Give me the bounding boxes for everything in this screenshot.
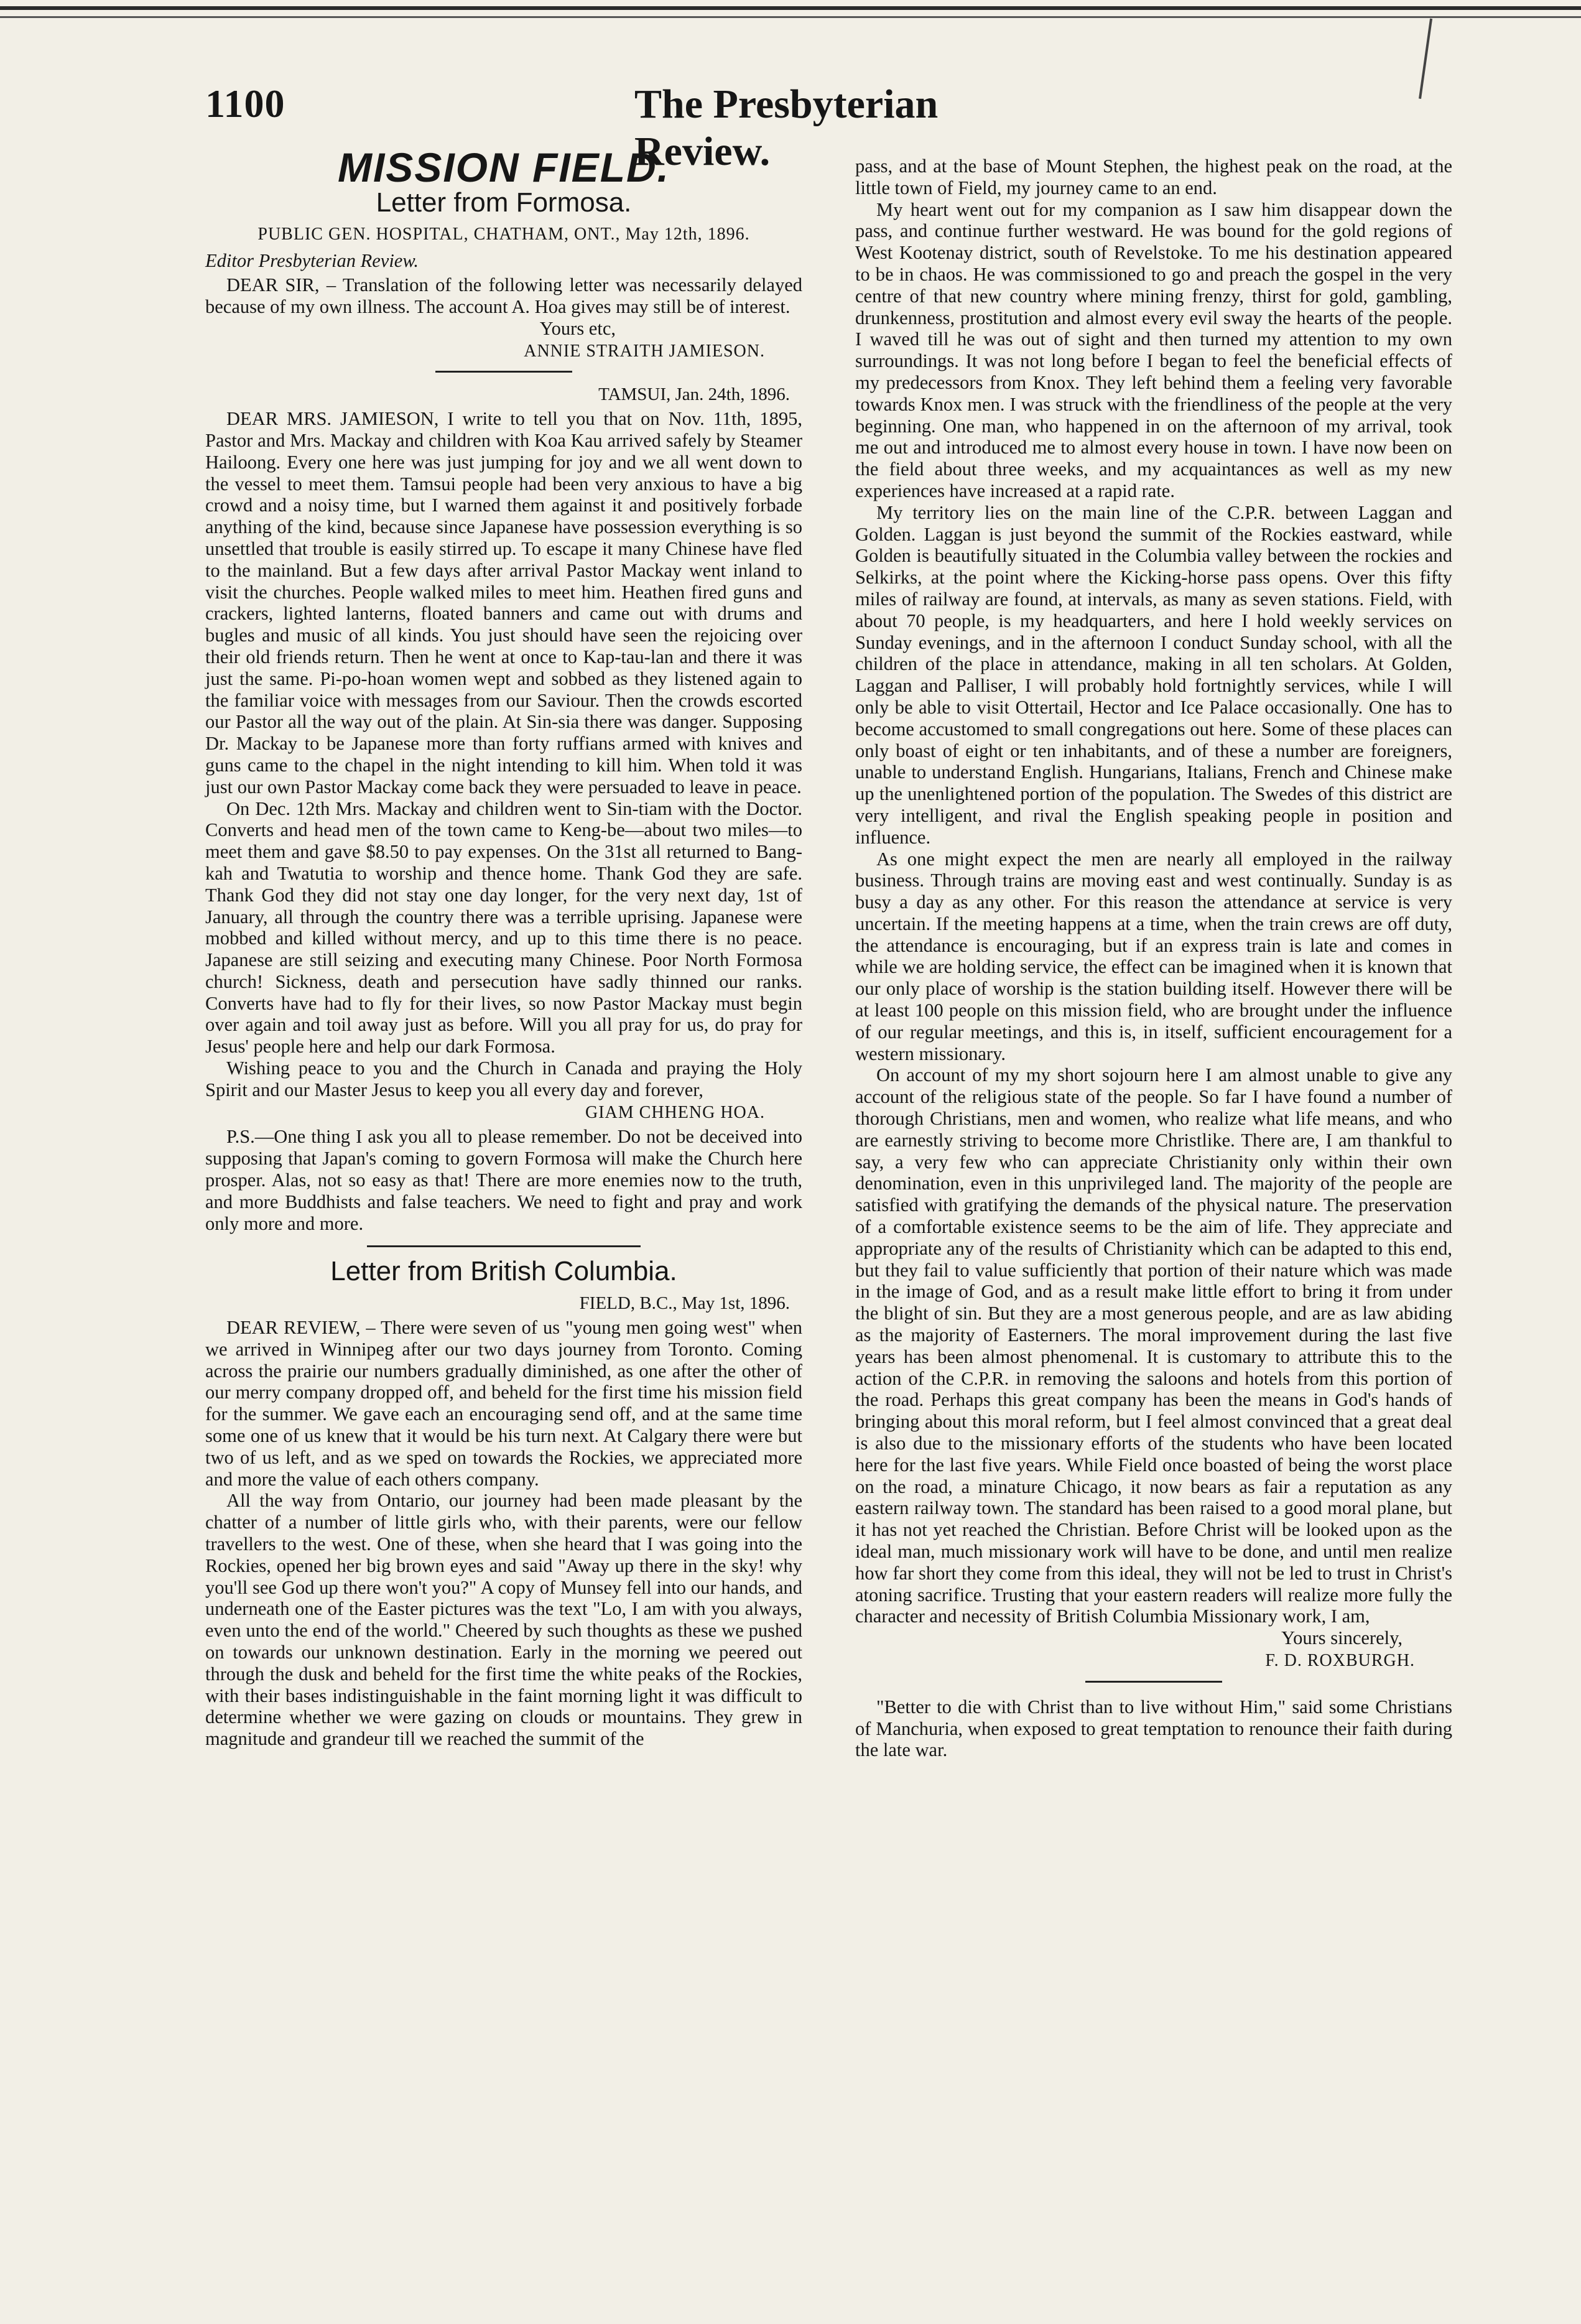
page-number: 1100 [205,81,285,126]
intro-signature: ANNIE STRAITH JAMIESON. [524,341,765,361]
paragraph: DEAR MRS. JAMIESON, I write to tell you that on Nov. 11th, 1895, Pastor and Mrs. Mackay and children with Koa Kau arrived safely by Steamer Hailoong. Every one here was just jumping for joy and we all went down to the vessel to meet them. Tamsui people had been very anxious to have a big crowd and a noisy time, but I warned them against it and positively forbade anything of the kind, because since Japanese have possession everything is so unsettled that trouble is easily stirred up. To escape it many Chinese have fled to the mainland. But a few days after arrival Pastor Mackay went inland to visit the churches. People walked miles to meet him. Heathen fired guns and crackers, lighted lanterns, floated banners and came out with drums and bugles and music of all kinds. You just should have seen the rejoicing over their old friends return. Then he went at once to Kap-tau-lan and there it was just the same. Pi-po-hoan women wept and sobbed as they listened again to the familiar voice with messages from our Saviour. Then the crowds escorted our Pastor all the way out of the plain. At Sin-sia there was danger. Supposing Dr. Mackay to be Japanese more than forty ruffians armed with knives and guns came to the chapel in the night intending to kill him. When told it was just our own Pastor Mackay come back they were persuaded to leave in peace. [205,408,802,797]
dateline-field: FIELD, B.C., May 1st, 1896. [579,1293,790,1314]
signature-hoa: GIAM CHHENG HOA. [585,1102,765,1122]
signature-roxburgh: F. D. ROXBURGH. [1265,1650,1415,1670]
article-title-formosa: Letter from Formosa. [376,187,632,218]
running-title: The Presbyterian Review. [634,81,939,174]
divider [367,1245,641,1247]
paragraph: pass, and at the base of Mount Stephen, the highest peak on the road, at the little town of Field, my journey came to an end. [855,156,1452,198]
right-column [855,156,1452,1761]
paragraph: My territory lies on the main line of the C.P.R. between Laggan and Golden. Laggan is just beyond the summit of the Rockies eastward, while Golden is beautifully situated in the Columbia valley between the rockies and Selkirks, at the point where the Kicking-horse pass opens. Over this fifty miles of railway are found, at intervals, as many as seven stations. Field, with about 70 people, is my headquarters, and here I hold weekly services on Sunday evenings, and in the afternoon I conduct Sunday school, with all the children of the place in attendance, making in all ten scholars. At Golden, Laggan and Palliser, I will probably hold fortnightly services, while I will only be able to visit Ottertail, Hector and Ice Palace occasionally. One has to become accustomed to small congregations out here. Some of these places can only boast of eight or ten inhabitants, and of these a number are foreigners, unable to understand English. Hungarians, Italians, French and Chinese make up the unenlightened portion of the population. The Swedes of this district are very intelligent, and rival the English speaking people in position and influence. [855,501,1452,848]
paragraph: As one might expect the men are nearly all employed in the railway business. Through trains are moving east and west continually. Sunday is as busy a day as any other. For this reason the attendance at service is very uncertain. If the meeting happens at a time, when the train crews are off duty, the attendance is encouraging, but if an express train is late and comes in while we are holding service, the effect can be imagined when it is known that our only place of worship is the station building itself. However there will be at least 100 people on this mission field, who are brought under the influence of our regular meetings, and this is, in itself, sufficient encouragement for a western missionary. [855,848,1452,1064]
article-title-british-columbia: Letter from British Columbia. [330,1256,677,1287]
paragraph: P.S.—One thing I ask you all to please remember. Do not be deceived into supposing that Japan's coming to govern Formosa will make the Church here prosper. Alas, not so easy as that! There are more enemies now to the truth, and more Buddhists and false teachers. We need to fight and pray and work only more and more. [205,1126,802,1234]
salutation-editor: Editor Presbyterian Review. [205,250,419,272]
paragraph: DEAR SIR, – Translation of the following letter was necessarily delayed because of my own illness. The account A. Hoa gives may still be of interest. [205,274,802,317]
intro-closing-row [205,318,802,340]
paragraph: On account of my my short sojourn here I am almost unable to give any account of the religious state of the people. So far I have found a number of thorough Christians, men and women, who realize what life means, and who are earnestly striving to become more Christlike. There are, I am thankful to say, a very few who can appreciate Christianity only within their own denomination, even in this unprivileged land. The majority of the people are satisfied with gratifying the demands of the physical nature. The preservation of a comfortable existence seems to be the aim of life. They appreciate and appropriate any of the results of Christianity which can be adapted to this end, but they fail to value sufficiently that portion of their nature which was made in the image of God, and as a result make little effort to bring it from under the blight of sin. But they are a most generous people, and are as law abiding as the majority of Easterners. The moral improvement during the last five years has been almost phenomenal. It is customary to attribute this to the action of the C.P.R. in removing the saloons and hotels from this portion of the road. Perhaps this great company has been the means in God's hands of bringing about this moral reform, but I feel almost convinced that a great deal is also due to the missionary efforts of the students who have been located here for the last five years. While Field once boasted of being the worst place on the road, a minature Chicago, it now bears as fair a reputation as any eastern railway town. The standard has been raised to a good moral plane, but it has not yet reached the Christian. Before Christ will be looked upon as the ideal man, much missionary work will have to be done, and until men realize how far short they come from this ideal, they will not be led to trust in Christ's atoning sacrifice. Trusting that your eastern readers will realize more fully the character and necessity of British Columbia Missionary work, I am, [855,1064,1452,1627]
paragraph: Wishing peace to you and the Church in Canada and praying the Holy Spirit and our Master Jesus to keep you all every day and forever, [205,1057,802,1100]
top-border-rule [0,0,1581,26]
divider [435,371,572,373]
dateline-chatham: PUBLIC GEN. HOSPITAL, CHATHAM, ONT., May 12th, 1896. [257,224,750,244]
closing: Yours sincerely, [1281,1627,1402,1649]
divider [1085,1681,1222,1683]
paragraph: DEAR REVIEW, – There were seven of us "young men going west" when we arrived in Winnipeg after our two days journey from Toronto. Coming across the prairie our numbers gradually diminished, as one after the other of our merry company dropped off, and beheld for the first time his mission field for the summer. We gave each an encouraging send off, and at the same time some one of us knew that it would be his turn next. At Calgary there were but two of us left, and as we sped on towards the Rockies, we appreciated more and more the value of each others company. [205,1317,802,1490]
paragraph: On Dec. 12th Mrs. Mackay and children went to Sin-tiam with the Doctor. Converts and head men of the town came to Keng-be—about two miles—to meet them and gave $8.50 to pay expenses. On the 31st all returned to Bang-kah and Twatutia to worship and thence home. Thank God they are safe. Thank God they did not stay one day longer, for the very next day, 1st of January, all through the country there was a terrible uprising. Japanese were mobbed and killed without mercy, and up to this time there is no peace. Japanese are still seizing and executing many Chinese. Poor North Formosa church! Sickness, death and persecution have sadly thinned our ranks. Converts have had to fly for their lives, so now Pastor Mackay must begin over again and toil away just as before. Will you all pray for us, do pray for Jesus' people here and help our dark Formosa. [205,797,802,1057]
paragraph: All the way from Ontario, our journey had been made pleasant by the chatter of a number of little girls who, with their parents, were our fellow travellers to the west. One of these, when she heard that I was going into the Rockies, opened her big brown eyes and said "Away up there in the sky! why you'll see God up there won't you?" A copy of Munsey fell into our hands, and underneath one of the Easter pictures was the text "Lo, I am with you always, even unto the end of the world." Cheered by such thoughts as these we pushed on towards our unknown destination. Early in the morning we peered out through the dusk and beheld for the first time the white peaks of the Rockies, with their bases indistinguishable in the faint morning light it was difficult to determine whether we were gazing on clouds or mountains. They grew in magnitude and grandeur till we reached the summit of the [205,1490,802,1750]
dateline-tamsui: TAMSUI, Jan. 24th, 1896. [598,384,790,405]
section-title: MISSION FIELD. [337,144,670,190]
intro-closing: Yours etc, [539,317,616,339]
paragraph: My heart went out for my companion as I saw him disappear down the pass, and continue further westward. He was bound for the gold regions of West Kootenay district, south of Revelstoke. To me his destination appeared to be in chaos. He was commissioned to go and preach the gospel in the very centre of that new country where mining frenzy, thirst for gold, gambling, drunkenness, prostitution and almost every evil sway the hearts of the people. I waved till he was out of sight and then turned my attention to my own surroundings. It was not long before I began to feel the beneficial effects of my predecessors from Knox. They left behind them a feeling very favorable towards Knox men. I was struck with the friendliness of the people at the very beginning. One man, who happened in on the afternoon of my arrival, took me out and introduced me to almost every house in town. I have now been on the field about three weeks, and my acquaintances as well as my new experiences have increased at a rapid rate. [855,198,1452,501]
quote-paragraph: "Better to die with Christ than to live without Him," said some Christians of Manchuria, when exposed to great temptation to renounce their faith during the late war. [855,1696,1452,1761]
pencil-mark [1419,19,1439,100]
left-column [205,144,802,1750]
